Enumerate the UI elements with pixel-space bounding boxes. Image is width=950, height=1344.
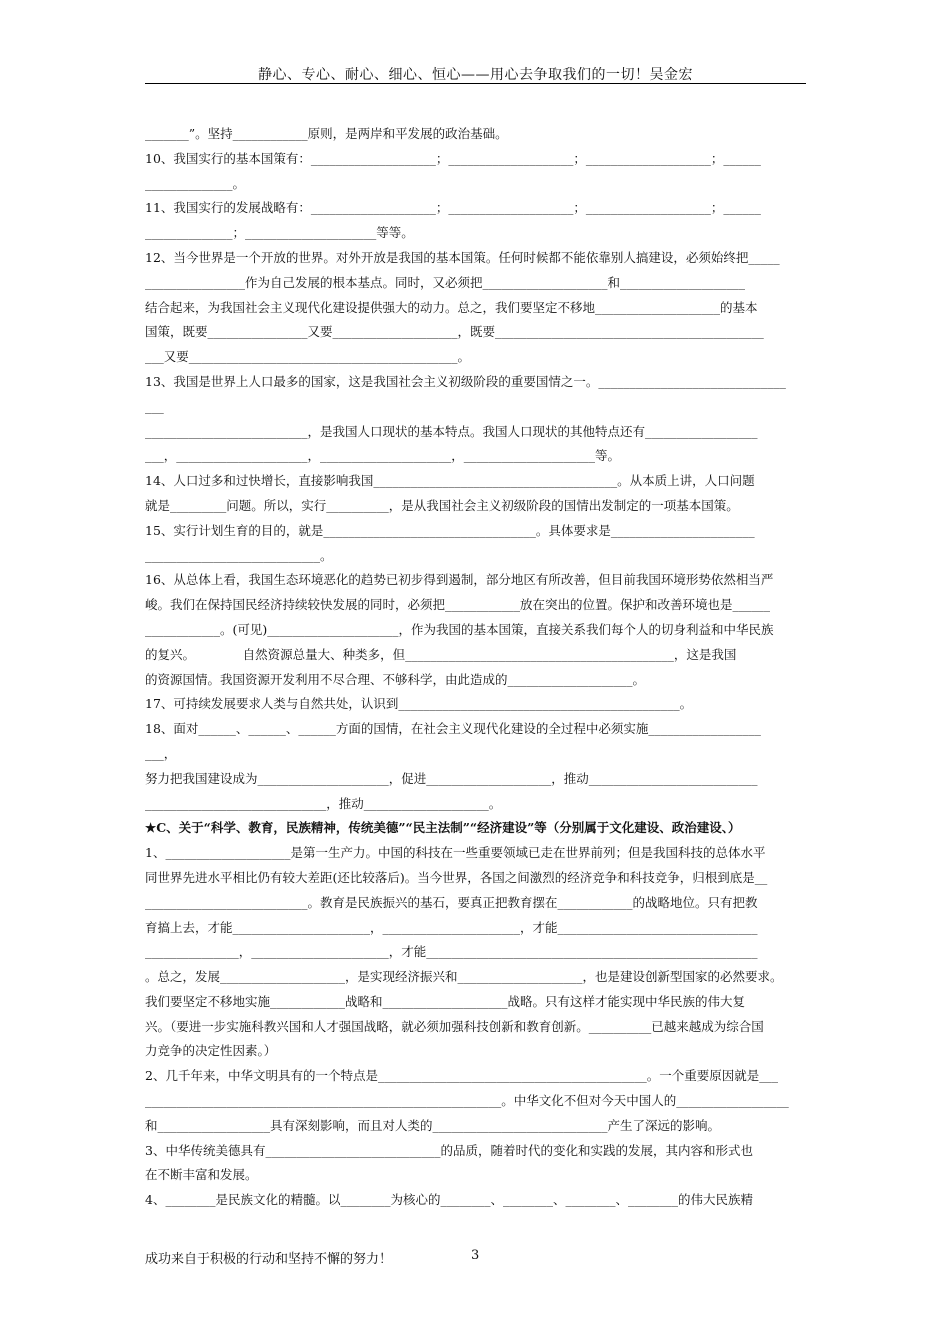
text-line: ___又要___________________________________________。 — [145, 349, 471, 365]
text-line: _________________________________________________________。中华文化不但对今天中国人的__________________ — [145, 1093, 789, 1109]
text-line: _______”。坚持____________原则，是两岸和平发展的政治基础。 — [145, 126, 508, 141]
text-line: 就是_________问题。所以，实行__________，是从我国社会主义初级阶段的国情出发制定的一项基本国策。 — [145, 497, 739, 513]
text-line: 2、几千年来，中华文明具有的一个特点是___________________________________________。一个重要原因就是___ — [145, 1068, 778, 1084]
text-line: 国策，既要________________又要____________________，既要___________________________________________ — [145, 324, 764, 340]
text-line: 在不断丰富和发展。 — [145, 1167, 258, 1183]
text-line: 1、____________________是第一生产力。中国的科技在一些重要领域已走在世界前列；但是我国科技的总体水平 — [145, 845, 766, 861]
text-line: 的资源国情。我国资源开发利用不尽合理、不够科学，由此造成的____________________。 — [145, 671, 646, 687]
text-line: 。总之，发展____________________，是实现经济振兴和____________________，也是建设创新型国家的必然要求。 — [145, 969, 783, 985]
footer-slogan: 成功来自于积极的行动和坚持不懈的努力！ — [145, 1252, 393, 1267]
text-line: 3、中华传统美德具有____________________________的品质，随着时代的变化和实践的发展，其内容和形式也 — [145, 1142, 753, 1158]
worksheet-body — [145, 122, 806, 1213]
text-line: 11、我国实行的发展战略有：____________________；____________________；____________________；______ — [145, 200, 761, 216]
text-line: 峻。我们在保持国民经济持续较快发展的同时，必须把____________放在突出的位置。保护和改善环境也是______ — [145, 597, 771, 613]
text-line: _______________，______________________，才能_____________________________________________________ — [145, 944, 758, 960]
text-line: ______________；_____________________等等。 — [145, 225, 414, 241]
section-heading: ★C、关于“科学、教育，民族精神，传统美德”“民主法制”“经济建设”等（分别属于文化建设、政治建设、） — [145, 820, 741, 836]
text-line: __________________________，是我国人口现状的基本特点。我国人口现状的其他特点还有__________________ — [145, 423, 758, 439]
text-line: 18、面对______、______、______方面的国情，在社会主义现代化建设的全过程中必须实施__________________ — [145, 721, 761, 737]
text-line: 17、可持续发展要求人类与自然共处，认识到_____________________________________________。 — [145, 696, 693, 712]
text-line: 4、________是民族文化的精髓。以________为核心的________、________、________、________的伟大民族精 — [145, 1192, 753, 1208]
header-motto: 静心、专心、耐心、细心、恒心——用心去争取我们的一切！吴金宏 — [258, 67, 693, 83]
text-line: ___，_____________________，_____________________，_____________________等。 — [145, 448, 621, 464]
text-line: 同世界先进水平相比仍有较大差距(还比较落后)。当今世界，各国之间激烈的经济竞争和科技竞争，归根到底是__ — [145, 869, 768, 885]
text-line: _____________________________，推动____________________。 — [145, 795, 502, 811]
text-line: 14、人口过多和过快增长，直接影响我国_______________________________________。从本质上讲，人口问题 — [145, 473, 755, 489]
text-line: ___ — [145, 398, 164, 414]
text-line: 和__________________具有深刻影响，而且对人类的____________________________产生了深远的影响。 — [145, 1117, 721, 1133]
text-line: __________________________。教育是民族振兴的基石，要真正把教育摆在____________的战略地位。只有把教 — [145, 894, 758, 910]
text-line: ________________作为自己发展的根本基点。同时，又必须把____________________和____________________ — [145, 274, 746, 290]
text-line: ___， — [145, 745, 177, 761]
page-number: 3 — [471, 1248, 480, 1263]
text-line: ____________________________。 — [145, 547, 333, 563]
header-divider — [145, 83, 806, 84]
text-line: 10、我国实行的基本国策有：____________________；____________________；____________________；______ — [145, 150, 761, 166]
text-line: 兴。（要进一步实施科教兴国和人才强国战略，就必须加强科技创新和教育创新。__________已越来越成为综合国 — [145, 1018, 764, 1034]
text-line: 我们要坚定不移地实施____________战略和____________________战略。只有这样才能实现中华民族的伟大复 — [145, 993, 746, 1009]
text-line: 13、我国是世界上人口最多的国家，这是我国社会主义初级阶段的重要国情之一。______________________________ — [145, 373, 786, 389]
text-line: 16、从总体上看，我国生态环境恶化的趋势已初步得到遏制，部分地区有所改善，但目前我国环境形势依然相当严 — [145, 572, 774, 588]
text-line: 结合起来，为我国社会主义现代化建设提供强大的动力。总之，我们要坚定不移地____________________的基本 — [145, 299, 758, 315]
text-line: 的复兴。 自然资源总量大、种类多，但___________________________________________，这是我国 — [145, 646, 737, 662]
text-line: 15、实行计划生育的目的，就是__________________________________。具体要求是_______________________ — [145, 522, 755, 538]
text-line: 育搞上去，才能______________________，______________________，才能________________________________ — [145, 919, 758, 935]
text-line: ____________。(可见)_____________________，作为我国的基本国策，直接关系我们每个人的切身利益和中华民族 — [145, 621, 774, 637]
text-line: 努力把我国建设成为_____________________，促进____________________，推动___________________________ — [145, 770, 758, 786]
text-line: 力竞争的决定性因素。） — [145, 1043, 277, 1059]
text-line: 12、当今世界是一个开放的世界。对外开放是我国的基本国策。任何时候都不能依靠别人搞建设，必须始终把_____ — [145, 249, 780, 265]
text-line: ______________。 — [145, 175, 246, 191]
